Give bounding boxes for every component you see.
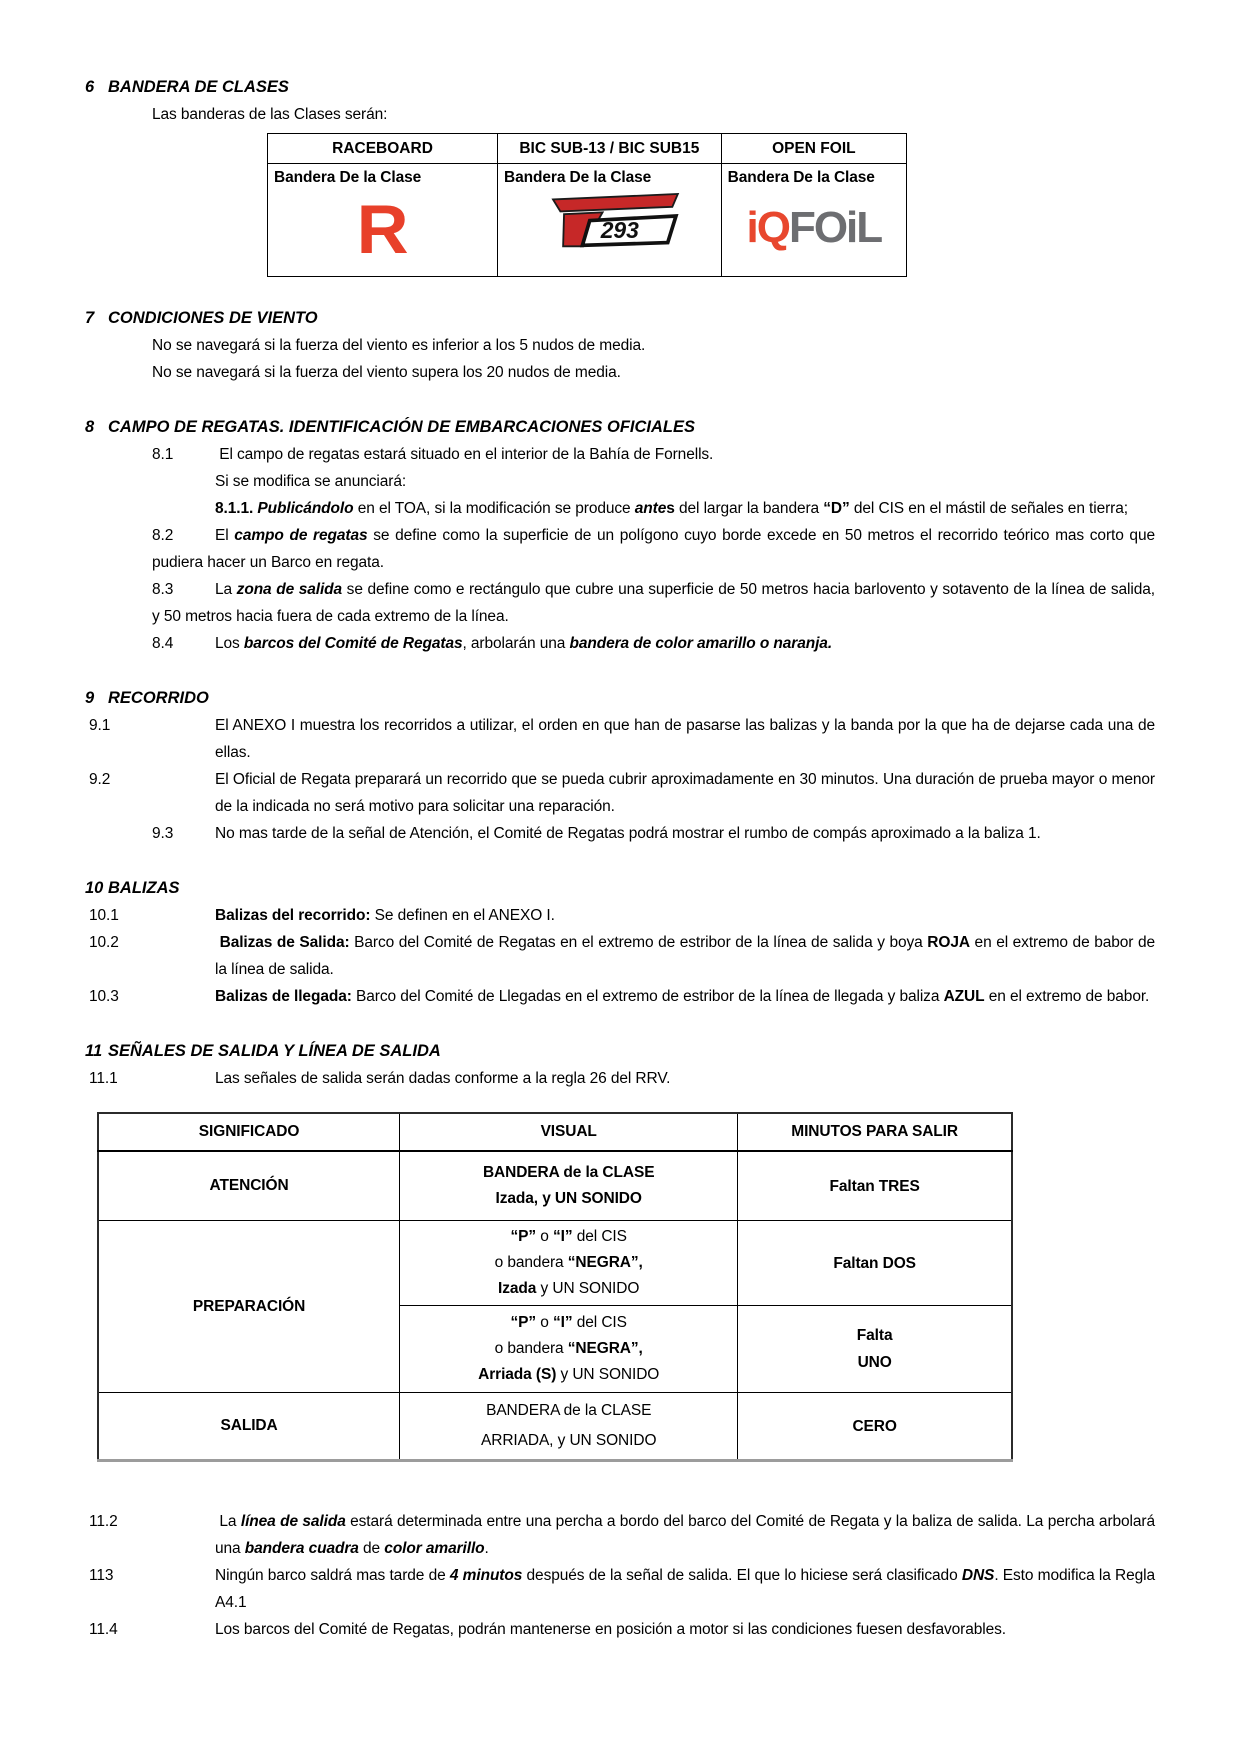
item-11-3: 113 Ningún barco saldrá mas tarde de 4 minutos después de la señal de salida. El que lo hiciese será clasificado DNS. Esto modifica la Regla A4.1	[215, 1562, 1155, 1616]
section-title: SEÑALES DE SALIDA Y LÍNEA DE SALIDA	[108, 1042, 441, 1060]
signal-name: SALIDA	[98, 1393, 400, 1461]
flags-col-bic: BIC SUB-13 / BIC SUB15	[498, 134, 722, 164]
flag-cell-bic	[498, 164, 722, 277]
item-number: 11.4	[89, 1621, 118, 1638]
flags-col-openfoil: OPEN FOIL	[721, 134, 906, 164]
start-signals-table	[97, 1112, 1013, 1462]
signal-visual: “P” o “I” del CIS o bandera “NEGRA”, Izada y UN SONIDO	[400, 1221, 738, 1306]
item-number: 8.2	[152, 527, 174, 544]
section-11	[85, 1038, 1155, 1643]
signal-minutes: Faltan TRES	[738, 1151, 1012, 1221]
section-11-items	[85, 1508, 1155, 1643]
signals-col-significado: SIGNIFICADO	[98, 1113, 400, 1151]
signal-row-atencion	[98, 1151, 1012, 1221]
flag-cell-openfoil	[721, 164, 906, 277]
item-number: 10.1	[89, 907, 119, 924]
item-number: 11.1	[89, 1070, 118, 1087]
section-9-heading	[85, 685, 1155, 712]
section-title: BALIZAS	[108, 879, 180, 897]
item-number: 9.3	[152, 825, 174, 842]
item-10-2: 10.2 Balizas de Salida: Barco del Comité de Regatas en el extremo de estribor de la línea de salida y boya ROJA en el extremo de babor de la línea de salida.	[215, 929, 1155, 983]
item-8-1-1: 8.1.1. Publicándolo en el TOA, si la modificación se produce antes del largar la bandera “D” del CIS en el mástil de señales en tierra;	[215, 500, 1128, 517]
item-number: 8.1	[152, 446, 174, 463]
section-11-heading	[85, 1038, 1155, 1065]
signals-col-visual: VISUAL	[400, 1113, 738, 1151]
flag-label: Bandera De la Clase	[504, 169, 652, 186]
signal-visual: “P” o “I” del CIS o bandera “NEGRA”, Arriada (S) y UN SONIDO	[400, 1306, 738, 1393]
item-11-2: 11.2 La línea de salida estará determinada entre una percha a bordo del barco del Comité de Regata y la baliza de salida. La percha arbolará una bandera cuadra de color amarillo.	[215, 1508, 1155, 1562]
item-8-1-cont: Si se modifica se anunciará:	[215, 473, 407, 490]
item-number: 10.3	[89, 988, 119, 1005]
section-6-heading	[85, 74, 1155, 101]
section-title: CAMPO DE REGATAS. IDENTIFICACIÓN DE EMBARCACIONES OFICIALES	[108, 418, 695, 436]
section-number: 10	[85, 879, 104, 897]
item-number: 9.2	[89, 771, 111, 788]
signal-row-salida	[98, 1393, 1012, 1461]
flags-header-row	[268, 134, 907, 164]
section-6	[85, 74, 1155, 277]
iqfoil-logo-foil: FOiL	[788, 203, 882, 252]
item-number: 9.1	[89, 717, 111, 734]
signal-minutes: Falta UNO	[738, 1306, 1012, 1393]
item-8-1: 8.1 El campo de regatas estará situado en el interior de la Bahía de Fornells.	[152, 441, 1155, 468]
flags-intro: Las banderas de las Clases serán:	[152, 106, 388, 123]
signal-minutes: Faltan DOS	[738, 1221, 1012, 1306]
flag-label: Bandera De la Clase	[727, 169, 875, 186]
item-9-2: 9.2 El Oficial de Regata preparará un recorrido que se pueda cubrir aproximadamente en 30 minutos. Una duración de prueba mayor o menor de la indicada no será motivo para solicitar una reparación.	[215, 766, 1155, 820]
signal-minutes: CERO	[738, 1393, 1012, 1461]
class-flags-table	[267, 133, 907, 277]
item-number: 8.4	[152, 635, 174, 652]
item-8-4: 8.4 Los barcos del Comité de Regatas, arbolarán una bandera de color amarillo o naranja.	[152, 630, 1155, 657]
section-10-heading	[85, 875, 1155, 902]
iqfoil-logo-iq: iQ	[746, 203, 789, 252]
item-10-3: 10.3 Balizas de llegada: Barco del Comité de Llegadas en el extremo de estribor de la línea de llegada y baliza AZUL en el extremo de babor.	[215, 983, 1155, 1010]
section-title: CONDICIONES DE VIENTO	[108, 309, 318, 327]
t293-logo	[498, 193, 721, 255]
signal-row-preparacion-a	[98, 1221, 1012, 1306]
item-8-3: 8.3 La zona de salida se define como e rectángulo que cubre una superficie de 50 metros hacia barlovento y sotavento de la línea de salida, y 50 metros hacia fuera de cada extremo de la línea.	[152, 576, 1155, 630]
section-number: 6	[85, 78, 95, 96]
section-title: RECORRIDO	[108, 689, 209, 707]
section-7	[85, 305, 1155, 386]
flag-label: Bandera De la Clase	[274, 169, 422, 186]
flag-cell-raceboard	[268, 164, 498, 277]
item-9-3: 9.3 No mas tarde de la señal de Atención, el Comité de Regatas podrá mostrar el rumbo de compás aproximado a la baliza 1.	[152, 820, 1155, 847]
wind-max-rule: No se navegará si la fuerza del viento supera los 20 nudos de media.	[152, 364, 621, 381]
t293-logo-text: 293	[601, 217, 640, 244]
section-9	[85, 685, 1155, 847]
section-10	[85, 875, 1155, 1010]
section-8-heading	[85, 414, 1155, 441]
section-title: BANDERA DE CLASES	[108, 78, 289, 96]
raceboard-r-logo: R	[356, 192, 409, 268]
section-number: 9	[85, 689, 95, 707]
item-9-1: 9.1 El ANEXO I muestra los recorridos a utilizar, el orden en que han de pasarse las balizas y la banda por la que ha de dejarse cada una de ellas.	[215, 712, 1155, 766]
iqfoil-logo	[722, 193, 906, 263]
section-number: 8	[85, 418, 95, 436]
signal-name: ATENCIÓN	[98, 1151, 400, 1221]
signal-visual: BANDERA de la CLASE Izada, y UN SONIDO	[400, 1151, 738, 1221]
signals-header-row	[98, 1113, 1012, 1151]
item-10-1: 10.1 Balizas del recorrido: Se definen en el ANEXO I.	[215, 902, 1155, 929]
section-number: 11	[85, 1042, 103, 1060]
signal-name: PREPARACIÓN	[98, 1221, 400, 1393]
item-8-2: 8.2 El campo de regatas se define como la superficie de un polígono cuyo borde excede en 50 metros el recorrido teórico mas corto que pudiera hacer un Barco en regata.	[152, 522, 1155, 576]
section-8	[85, 414, 1155, 657]
section-7-heading	[85, 305, 1155, 332]
section-number: 7	[85, 309, 95, 327]
signals-col-minutos: MINUTOS PARA SALIR	[738, 1113, 1012, 1151]
flags-logo-row	[268, 164, 907, 277]
item-number: 113	[89, 1567, 114, 1584]
wind-min-rule: No se navegará si la fuerza del viento es inferior a los 5 nudos de media.	[152, 337, 646, 354]
item-number: 11.2	[89, 1513, 118, 1530]
signal-visual: BANDERA de la CLASE ARRIADA, y UN SONIDO	[400, 1393, 738, 1461]
item-number: 10.2	[89, 934, 119, 951]
item-number: 8.3	[152, 581, 174, 598]
item-11-1: 11.1 Las señales de salida serán dadas conforme a la regla 26 del RRV.	[215, 1065, 1155, 1092]
item-11-4: 11.4 Los barcos del Comité de Regatas, podrán mantenerse en posición a motor si las condiciones fuesen desfavorables.	[215, 1616, 1155, 1643]
flags-col-raceboard: RACEBOARD	[268, 134, 498, 164]
